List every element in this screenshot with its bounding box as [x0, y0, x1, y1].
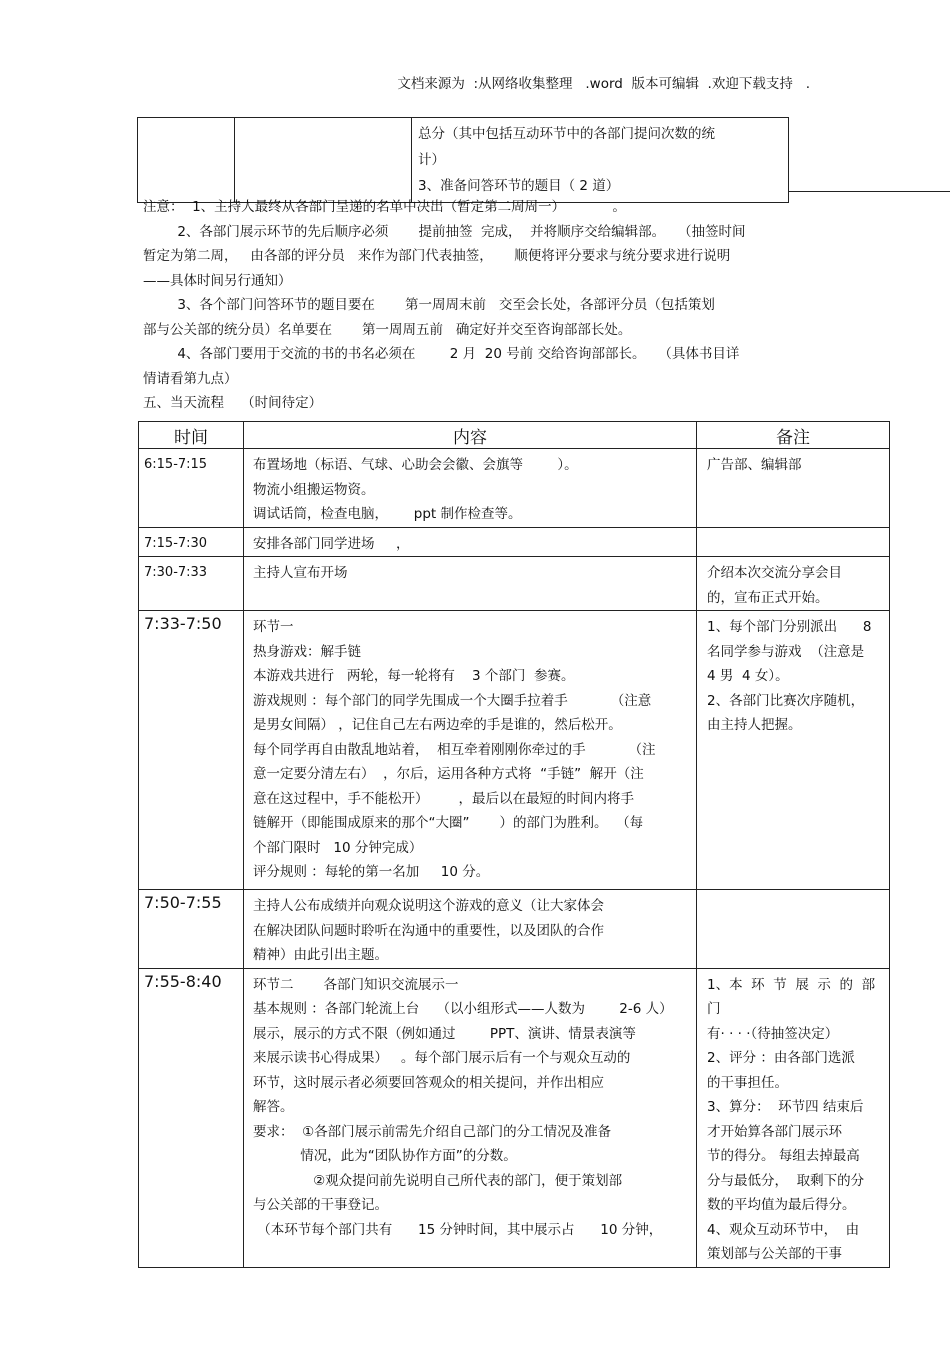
content-line: ②观众提问前先说明自己所代表的部门，便于策划部 — [253, 1172, 623, 1189]
top-table-extension-line — [789, 191, 950, 192]
row-time: 6:15-7:15 — [139, 449, 244, 528]
row-remark — [697, 557, 890, 611]
content-line: 基本规则 ：各部门轮流上台 （以小组形式——人数为 2-6 人） — [253, 1001, 673, 1017]
schedule-row — [139, 968, 890, 1267]
row-content — [244, 611, 697, 890]
content-line: 主持人宣布开场 — [253, 565, 348, 581]
content-line: 精神）由此引出主题。 — [253, 947, 388, 963]
note-line: 注意： 1、主持人最终从各部门呈递的名单中决出（暂定第二周周一） 。 — [143, 199, 626, 215]
note-line: 情请看第九点） — [143, 370, 238, 387]
content-line: 展示，展示的方式不限（例如通过 PPT、演讲、情景表演等 — [253, 1025, 636, 1042]
section-heading: 五、当天流程 （时间待定） — [143, 395, 323, 411]
schedule-row — [139, 449, 890, 528]
content-line: 环节一 — [253, 619, 294, 635]
content-line: 主持人公布成绩并向观众说明这个游戏的意义（让大家体会 — [253, 898, 604, 914]
schedule-row — [139, 527, 890, 557]
note-line: 部与公关部的统分员）名单要在 第一周周五前 确定好并交至咨询部部长处。 — [143, 321, 632, 338]
content-line: 环节二 各部门知识交流展示一 — [253, 976, 459, 993]
row-remark — [697, 968, 890, 1267]
row-remark — [697, 611, 890, 890]
remark-line: 名同学参与游戏 （注意是 — [707, 643, 865, 660]
schedule-row — [139, 890, 890, 969]
remark-line: 数的平均值为最后得分。 — [707, 1197, 856, 1213]
remark-line: 4 男 4 女）。 — [707, 668, 789, 684]
header-time: 时间 — [139, 422, 244, 449]
content-line: 布置场地（标语、气球、心助会会徽、会旗等 ）。 — [253, 457, 578, 473]
top-table-fragment — [137, 117, 789, 203]
content-line: 每个同学再自由散乱地站着， 相互牵着刚刚你牵过的手 （注 — [253, 741, 656, 758]
remark-line: 2、各部门比赛次序随机， — [707, 692, 865, 709]
content-line: 是男女间隔） ，记住自己左右两边牵的手是谁的，然后松开。 — [253, 717, 622, 733]
schedule-row — [139, 611, 890, 890]
remark-line: 3、算分： 环节四 结束后 — [707, 1099, 864, 1115]
top-table-line: 3、准备问答环节的题目（ 2 道） — [418, 178, 620, 194]
content-line: 调试话筒，检查电脑， ppt 制作检查等。 — [253, 506, 522, 522]
content-line: 情况，此为“团队协作方面”的分数。 — [253, 1148, 517, 1164]
remark-line: 节的得分。 每组去掉最高 — [707, 1148, 860, 1164]
remark-line: 的，宣布正式开始。 — [707, 589, 829, 606]
remark-line: 4、观众互动环节中， 由 — [707, 1221, 860, 1238]
row-time: 7:30-7:33 — [139, 557, 244, 611]
content-line: 热身游戏：解手链 — [253, 643, 361, 660]
top-table-cell-3 — [412, 118, 789, 203]
remark-line: 策划部与公关部的干事 — [707, 1246, 842, 1262]
remark-line: 由主持人把握。 — [707, 717, 802, 733]
row-time: 7:55-8:40 — [139, 968, 244, 1267]
document-source-header: 文档来源为 :从网络收集整理 .word 版本可编辑 .欢迎下载支持 . — [397, 76, 810, 92]
row-time: 7:33-7:50 — [139, 611, 244, 890]
top-table-cell-1 — [138, 118, 235, 203]
content-line: 游戏规则 ：每个部门的同学先围成一个大圈手拉着手 （注意 — [253, 692, 652, 709]
remark-line: 2、评分 ：由各部门选派 — [707, 1050, 855, 1066]
content-line: 解答。 — [253, 1099, 294, 1115]
content-line: 物流小组搬运物资。 — [253, 481, 375, 498]
remark-line: 的干事担任。 — [707, 1074, 788, 1091]
row-time: 7:50-7:55 — [139, 890, 244, 969]
row-content — [244, 968, 697, 1267]
note-line: ——具体时间另行通知） — [143, 272, 292, 289]
remark-line: 1、本 环 节 展 示 的 部 门 — [707, 976, 884, 1017]
content-line: 环节，这时展示者必须要回答观众的相关提问，并作出相应 — [253, 1074, 604, 1091]
row-content — [244, 557, 697, 611]
row-content — [244, 527, 697, 557]
header-remark: 备注 — [697, 422, 890, 449]
content-line: （本环节每个部门共有 15 分钟时间，其中展示占 10 分钟， — [253, 1221, 663, 1238]
content-line: 评分规则 ：每轮的第一名加 10 分。 — [253, 864, 490, 880]
row-remark — [697, 449, 890, 528]
content-line: 来展示读书心得成果） 。每个部门展示后有一个与观众互动的 — [253, 1050, 631, 1066]
schedule-table — [138, 421, 890, 1268]
row-content — [244, 449, 697, 528]
note-line: 暂定为第二周， 由各部的评分员 来作为部门代表抽签， 顺便将评分要求与统分要求进行说明 — [143, 248, 731, 264]
content-line: 安排各部门同学进场 ， — [253, 535, 410, 552]
note-line: 2、各部门展示环节的先后顺序必须 提前抽签 完成， 并将顺序交给编辑部。 （抽签时间 — [143, 223, 746, 240]
content-line: 个部门限时 10 分钟完成） — [253, 839, 423, 856]
remark-line: 广告部、编辑部 — [707, 457, 802, 473]
schedule-header-row — [139, 422, 890, 449]
row-time: 7:15-7:30 — [139, 527, 244, 557]
content-line: 与公关部的干事登记。 — [253, 1197, 388, 1213]
top-table-cell-2 — [235, 118, 412, 203]
content-line: 意在这过程中，手不能松开） ，最后以在最短的时间内将手 — [253, 790, 635, 807]
header-content: 内容 — [244, 422, 697, 449]
content-line: 在解决团队问题时聆听在沟通中的重要性，以及团队的合作 — [253, 922, 604, 939]
remark-line: 介绍本次交流分享会目 — [707, 565, 842, 581]
note-line: 3、各个部门问答环节的题目要在 第一周周末前 交至会长处，各部评分员（包括策划 — [143, 297, 715, 313]
row-remark — [697, 527, 890, 557]
top-table-line: 总分（其中包括互动环节中的各部门提问次数的统 — [418, 126, 715, 142]
remark-line: 1、每个部门分别派出 8 — [707, 619, 872, 635]
note-line: 4、各部门要用于交流的书的书名必须在 2 月 20 号前 交给咨询部部长。 （具体书目详 — [143, 346, 740, 362]
top-table-line: 计） — [418, 152, 445, 168]
content-line: 要求： ①各部门展示前需先介绍自己部门的分工情况及准备 — [253, 1123, 612, 1140]
notes-section — [143, 195, 803, 416]
row-content — [244, 890, 697, 969]
content-line: 意一定要分清左右） ，尔后，运用各种方式将 “手链” 解开（注 — [253, 766, 644, 782]
schedule-row — [139, 557, 890, 611]
remark-line: 分与最低分， 取剩下的分 — [707, 1172, 865, 1189]
remark-line: 有· · · ·（待抽签决定） — [707, 1025, 839, 1042]
content-line: 链解开（即能围成原来的那个“大圈” ）的部门为胜利。 （每 — [253, 815, 644, 831]
content-line: 本游戏共进行 两轮，每一轮将有 3 个部门 参赛。 — [253, 668, 575, 684]
row-remark — [697, 890, 890, 969]
remark-line: 才开始算各部门展示环 — [707, 1123, 842, 1140]
